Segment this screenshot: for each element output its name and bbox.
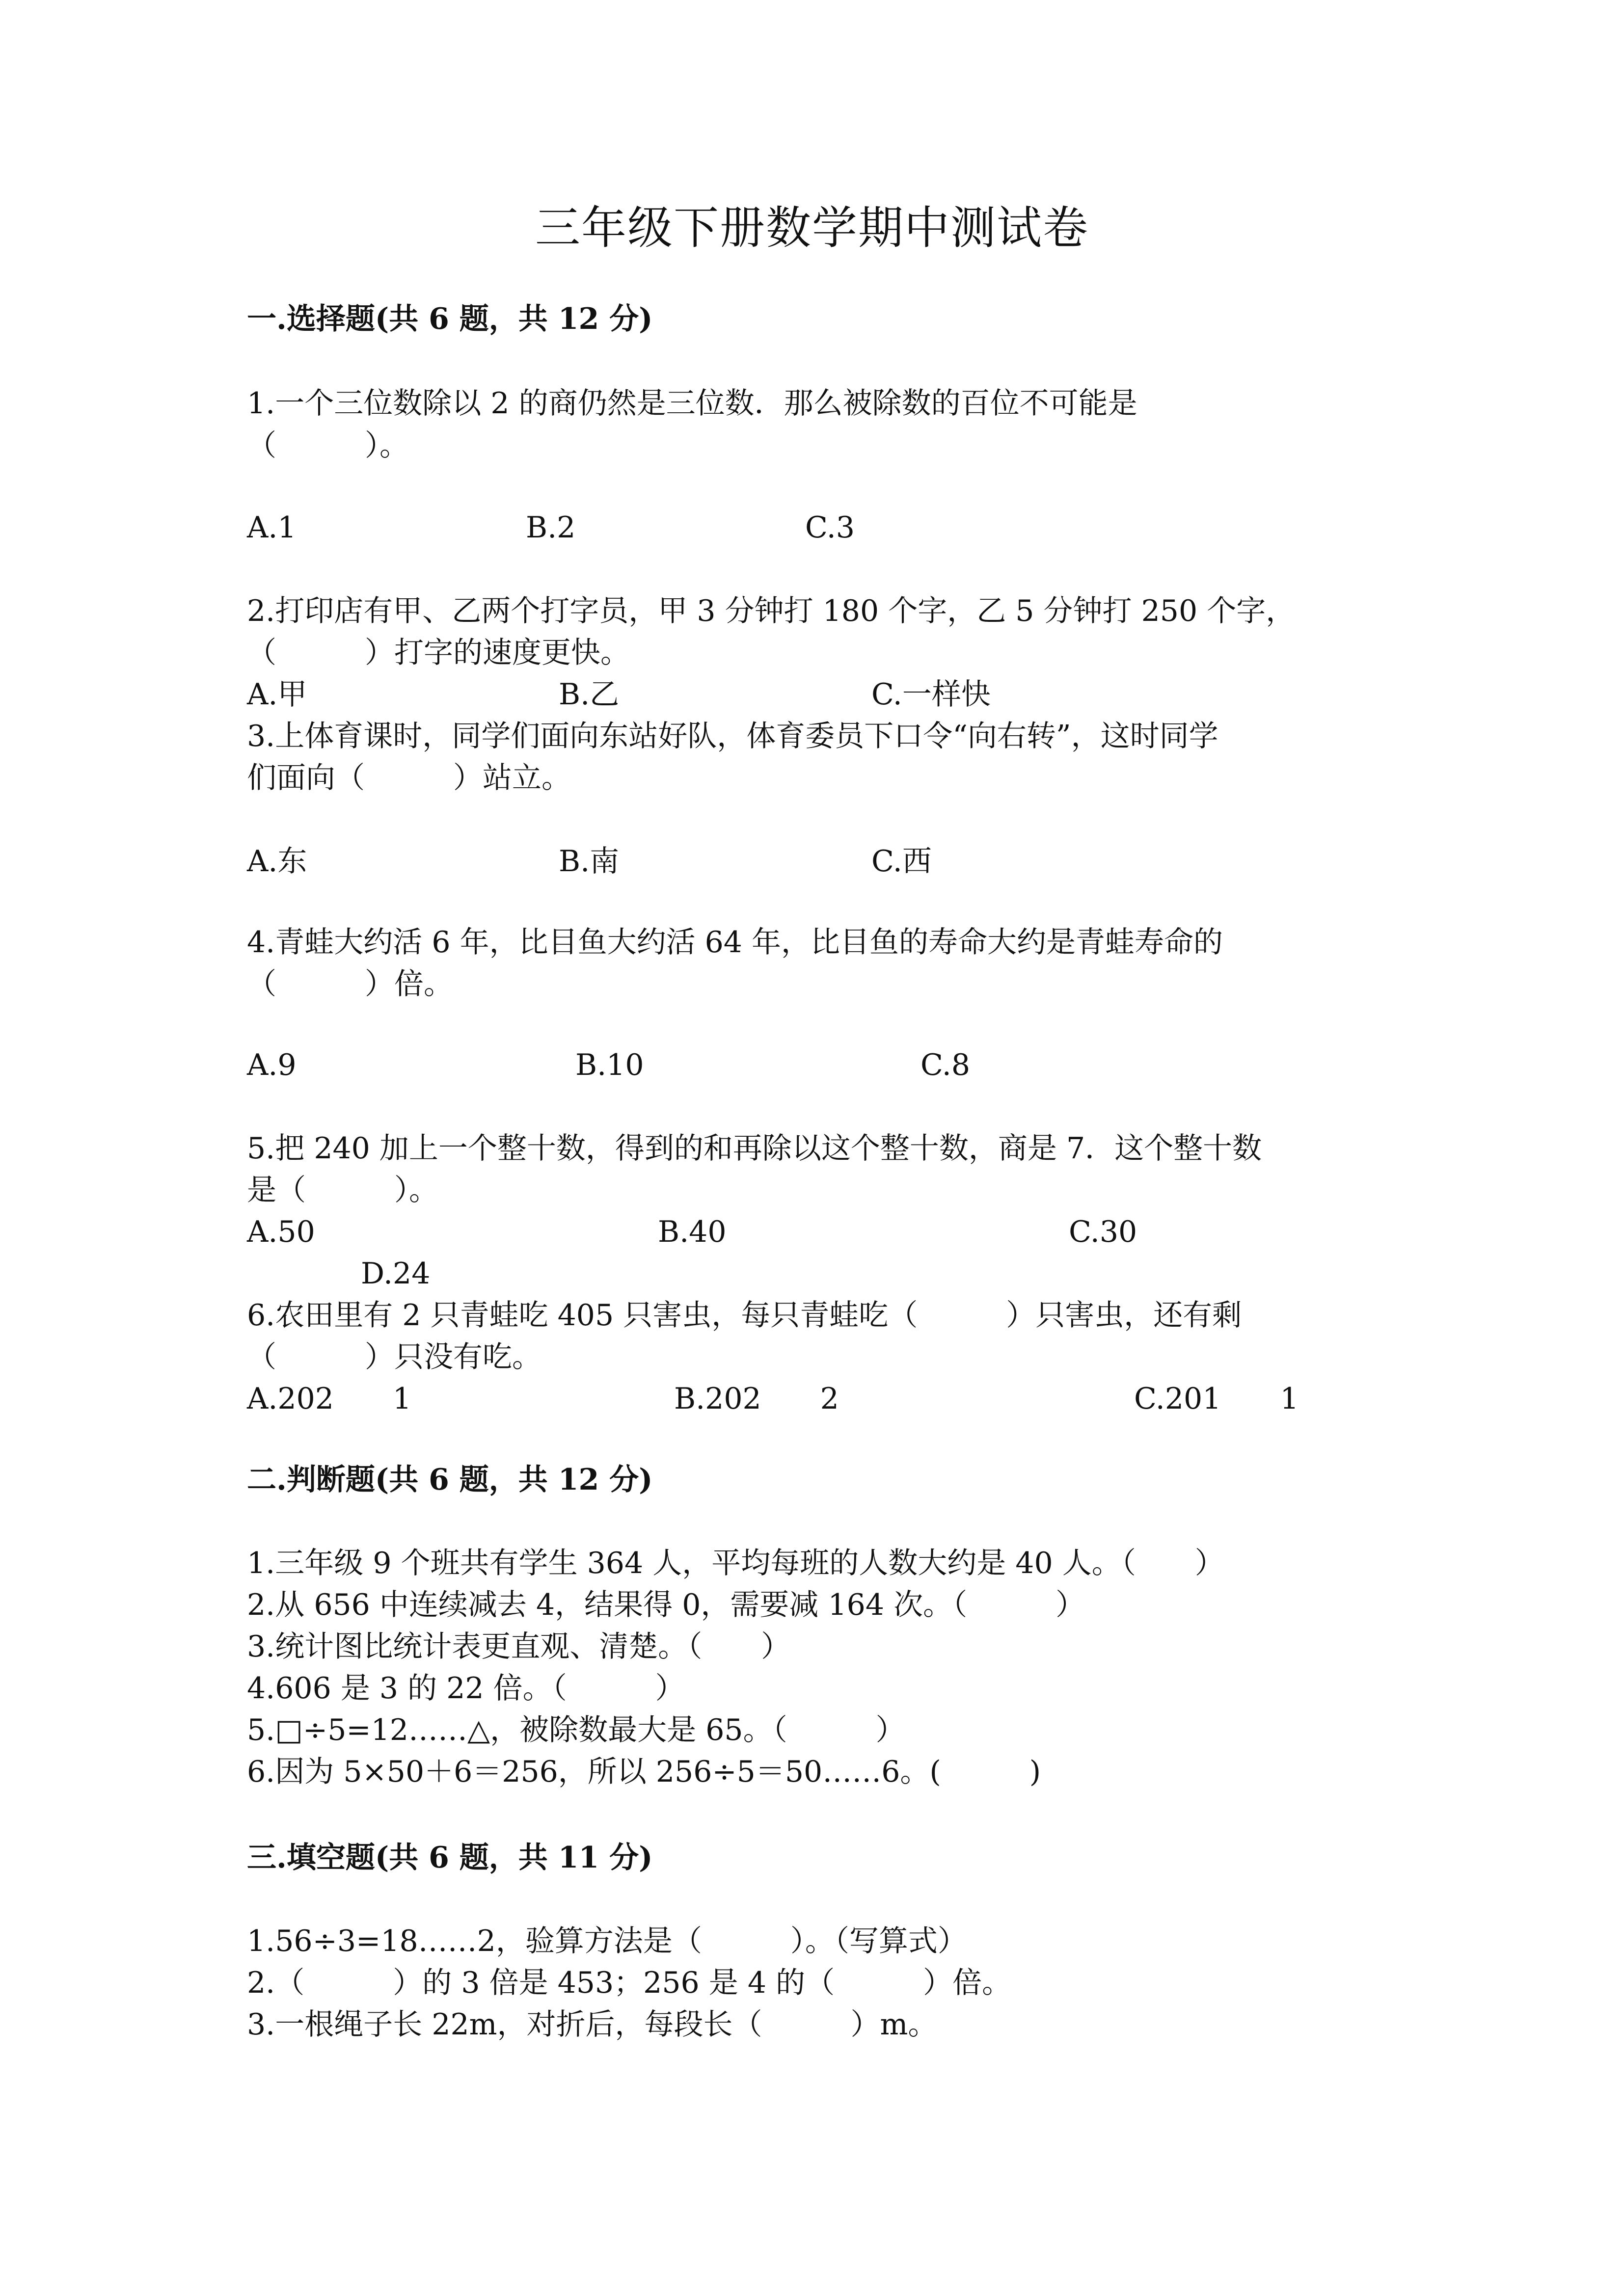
question-5-option-a: A.50 — [247, 1215, 315, 1249]
question-4-option-b: B.10 — [575, 1048, 644, 1082]
question-3-line-1: 3.上体育课时，同学们面向东站好队，体育委员下口令“向右转”，这时同学 — [247, 719, 1218, 753]
fill-blank-item-2: 2.（ ）的 3 倍是 453；256 是 4 的（ ）倍。 — [247, 1966, 1012, 2000]
question-1-line-2: （ ）。 — [247, 428, 409, 463]
question-6-option-b: B.202 2 — [674, 1382, 839, 1416]
question-4-option-a: A.9 — [247, 1048, 297, 1082]
question-1-option-c: C.3 — [805, 510, 855, 545]
question-5-option-b: B.40 — [658, 1215, 727, 1249]
question-3-option-c: C.西 — [871, 844, 932, 879]
question-4-option-c: C.8 — [920, 1048, 971, 1082]
judgement-item-3: 3.统计图比统计表更直观、清楚。（ ） — [247, 1629, 791, 1664]
question-1-option-b: B.2 — [526, 510, 576, 545]
judgement-item-2: 2.从 656 中连续减去 4，结果得 0，需要减 164 次。（ ） — [247, 1588, 1085, 1622]
question-2-option-b: B.乙 — [559, 677, 620, 712]
section-heading-fill-blank: 三.填空题(共 6 题，共 11 分) — [247, 1841, 653, 1875]
judgement-item-4: 4.606 是 3 的 22 倍。（ ） — [247, 1671, 685, 1706]
question-2-option-c: C.一样快 — [871, 677, 991, 712]
page-title: 三年级下册数学期中测试卷 — [535, 202, 1089, 254]
question-5-line-1: 5.把 240 加上一个整十数，得到的和再除以这个整十数，商是 7．这个整十数 — [247, 1131, 1262, 1166]
question-3-option-b: B.南 — [559, 844, 620, 879]
fill-blank-item-3: 3.一根绳子长 22m，对折后，每段长（ ）m。 — [247, 2007, 938, 2042]
question-5-option-c: C.30 — [1069, 1215, 1137, 1249]
question-6-line-2: （ ）只没有吃。 — [247, 1340, 541, 1374]
question-5-option-d: D.24 — [361, 1256, 431, 1291]
question-6-option-a: A.202 1 — [247, 1382, 412, 1416]
fill-blank-item-1: 1.56÷3=18……2，验算方法是（ ）。（写算式） — [247, 1924, 967, 1958]
question-3-option-a: A.东 — [247, 844, 307, 879]
section-heading-judgement: 二.判断题(共 6 题，共 12 分) — [247, 1463, 653, 1497]
section-heading-choice: 一.选择题(共 6 题，共 12 分) — [247, 302, 653, 336]
question-6-line-1: 6.农田里有 2 只青蛙吃 405 只害虫，每只青蛙吃（ ）只害虫，还有剩 — [247, 1298, 1242, 1333]
question-6-option-c: C.201 1 — [1134, 1382, 1299, 1416]
question-4-line-2: （ ）倍。 — [247, 967, 453, 1001]
judgement-item-5: 5.□÷5=12……△，被除数最大是 65。（ ） — [247, 1713, 905, 1747]
question-2-line-2: （ ）打字的速度更快。 — [247, 636, 630, 670]
question-2-line-1: 2.打印店有甲、乙两个打字员，甲 3 分钟打 180 个字，乙 5 分钟打 250 个字， — [247, 594, 1296, 628]
judgement-item-1: 1.三年级 9 个班共有学生 364 人，平均每班的人数大约是 40 人。（ ） — [247, 1546, 1224, 1580]
question-4-line-1: 4.青蛙大约活 6 年，比目鱼大约活 64 年，比目鱼的寿命大约是青蛙寿命的 — [247, 925, 1223, 960]
question-5-line-2: 是（ ）。 — [247, 1173, 438, 1207]
question-2-option-a: A.甲 — [247, 677, 307, 712]
question-1-line-1: 1.一个三位数除以 2 的商仍然是三位数．那么被除数的百位不可能是 — [247, 386, 1137, 421]
question-1-option-a: A.1 — [247, 510, 297, 545]
judgement-item-6: 6.因为 5×50＋6＝256，所以 256÷5＝50……6。( ) — [247, 1755, 1041, 1789]
question-3-line-2: 们面向（ ）站立。 — [247, 761, 571, 795]
